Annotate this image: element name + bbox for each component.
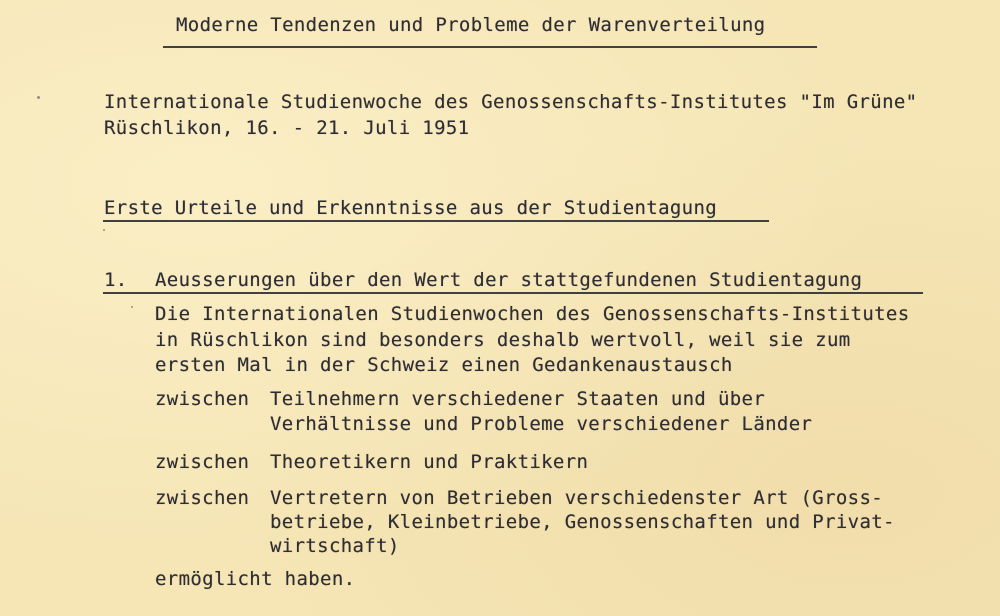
intro-line-1: Die Internationalen Studienwochen des Genossenschafts-Institutes bbox=[155, 303, 910, 325]
item-3-line-3: wirtschaft) bbox=[270, 535, 400, 557]
subsection-heading: Aeusserungen über den Wert der stattgefundenen Studientagung bbox=[155, 269, 863, 291]
paper-speck bbox=[103, 229, 105, 231]
item-3-lead: zwischen bbox=[155, 487, 250, 509]
intro-line-3: ersten Mal in der Schweiz einen Gedankenaustausch bbox=[155, 354, 733, 376]
item-1-line-2: Verhältnisse und Probleme verschiedener Länder bbox=[270, 413, 813, 435]
item-1-lead: zwischen bbox=[155, 388, 250, 410]
section-heading: Erste Urteile und Erkenntnisse aus der Studientagung bbox=[104, 197, 718, 219]
title-underline bbox=[163, 46, 817, 48]
intro-line-2: in Rüschlikon sind besonders deshalb wertvoll, weil sie zum bbox=[155, 329, 851, 351]
item-3-line-2: betriebe, Kleinbetriebe, Genossenschaften und Privat- bbox=[270, 511, 895, 533]
item-1-line-1: Teilnehmern verschiedener Staaten und über bbox=[270, 388, 766, 410]
event-line-1: Internationale Studienwoche des Genossenschafts-Institutes "Im Grüne" bbox=[104, 91, 918, 113]
subsection-number: 1. bbox=[104, 269, 128, 291]
closing-line: ermöglicht haben. bbox=[155, 568, 356, 590]
section-heading-underline bbox=[103, 220, 769, 222]
item-3-line-1: Vertretern von Betrieben verschiedenster Art (Gross- bbox=[270, 487, 884, 509]
item-2-line-1: Theoretikern und Praktikern bbox=[270, 451, 589, 473]
document-title: Moderne Tendenzen und Probleme der Warenverteilung bbox=[176, 14, 766, 36]
paper-speck bbox=[37, 96, 40, 99]
event-line-2: Rüschlikon, 16. - 21. Juli 1951 bbox=[104, 117, 470, 139]
subsection-heading-underline bbox=[103, 292, 923, 294]
paper-speck bbox=[131, 306, 133, 308]
item-2-lead: zwischen bbox=[155, 451, 250, 473]
